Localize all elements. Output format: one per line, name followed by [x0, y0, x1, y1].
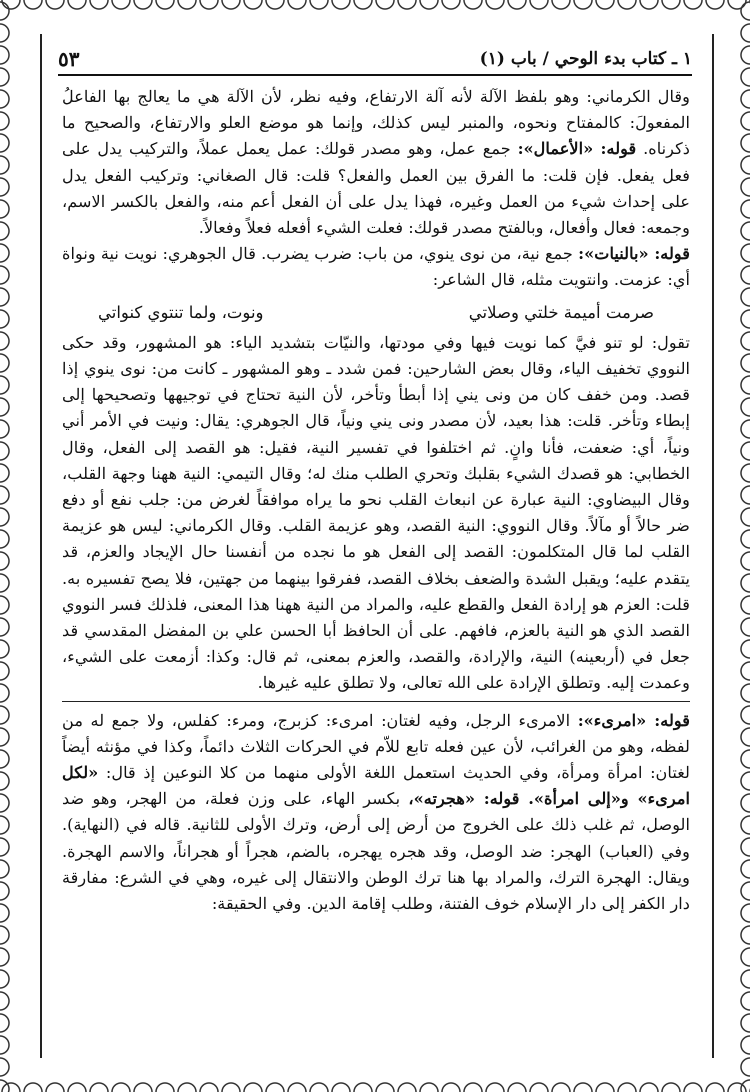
- decorative-border-bottom: [0, 1070, 750, 1092]
- term-label-aamal: قوله: «الأعمال»:: [517, 139, 637, 159]
- term-label-imri: قوله: «امرىء»:: [577, 710, 690, 730]
- paragraph-imri: [62, 708, 690, 918]
- section-divider: [62, 701, 690, 702]
- paragraph-text: جمع عمل، وهو مصدر قولك: عمل يعمل عملاً، والتركيب يدل على فعل يفعل. فإن قلت: ما الفرق بين العمل والفعل؟ قلت: قال الصغاني: وتركيب الفعل يدل على إحداث شيء من العمل وغيره، فهذا يدل على أن الفعل أعم منه، والفعل بالكسر الاسم، وجمعه: فعال وأفعال، وبالفتح مصدر قولك: فعلت الشيء أفعله فعلاً وفعالاً.: [62, 139, 690, 238]
- page-header: [58, 44, 692, 76]
- page-body: [62, 84, 690, 917]
- paragraph-text: بكسر الهاء، على وزن فعلة، من الهجر، وهو ضد الوصل، ثم غلب ذلك على الخروج من أرض إلى أرض، وترك الأولى للثانية. قاله في (النهاية). وفي (العباب) الهجر: ضد الوصل، وقد هجره يهجره، بالضم، هجراً أو هجراناً، والاسم الهجرة. ويقال: الهجرة الترك، والمراد بها هنا ترك الوطن والانتقال إلى غيره، وهي في الشرع: مفارقة دار الكفر إلى دار الإسلام خوف الفتنة، وطلب إقامة الدين. وفي الحقيقة:: [62, 789, 690, 914]
- paragraph-alkirmani: [62, 84, 690, 241]
- poetry-verse: [62, 294, 690, 330]
- decorative-border-left: [0, 0, 22, 1092]
- paragraph-niyyat: [62, 241, 690, 293]
- running-title: ١ ـ كتاب بدء الوحي / باب (١): [479, 49, 692, 69]
- decorative-border-right: [728, 0, 750, 1092]
- paragraph-text: الامرىء الرجل، وفيه لغتان: امرىء: كزبرج، ومرء: كفلس، ولا جمع له من لفظه، وهو من الغرائب، لأن عين فعله تابع للاّم في الحركات الثلاث دائماً، وكذا في مؤنثه أيضاً لغتان: امرأة ومرأة، وفي الحديث استعمل اللغة الأولى منهما من كلا النوعين إذ قال:: [62, 710, 690, 783]
- decorative-border-top: [0, 0, 750, 22]
- paragraph-text: جمع نية، من نوى ينوي، من باب: ضرب يضرب. قال الجوهري: نويت نية ونواة أي: عزمت. وانتويت مثله، قال الشاعر:: [62, 244, 690, 290]
- term-label-hijra: «لكل امرىء» و«إلى امرأة». قوله: «هجرته»،: [62, 763, 690, 809]
- paragraph-niyya-definition: [62, 330, 690, 697]
- term-label-niyyat: قوله: «بالنيات»:: [578, 244, 691, 264]
- verse-hemistich-second: ونوت، ولما تنتوي كنواتي: [98, 302, 264, 322]
- paragraph-text: وقال الكرماني: وهو بلفظ الآلة لأنه آلة الارتفاع، وفيه نظر، لأن الآلة هي ما يعالج بها الفاعلُ المفعولَ: كالمفتاح ونحوه، والمنبر ليس كذلك، وإنما هو موضع العلو والارتفاع، والصحيح ما ذكرناه.: [62, 87, 690, 159]
- verse-hemistich-first: صرمت أميمة خلتي وصلاتي: [468, 302, 654, 322]
- paragraph-text: تقول: لو تنو فيَّ كما نويت فيها وفي مودتها، والنيّات بتشديد الياء: هو المشهور، وقد حكى النووي تخفيف الياء، وقال بعض الشارحين: فمن شدد ـ وهو المشهور ـ كانت من: نوى ينوي إذا قصد. ومن خفف كان من ونى يني إذا أبطأ وتأخر، لأن النية تحتاج في توجيهها وتصحيحها إلى إبطاء وتأخر. قلت: هذا بعيد، لأن مصدر ونى يني ونياً، قال الجوهري: يقال: ونيت في الأمر أني ونياً، أي: ضعفت، فأنا وانٍ. ثم اختلفوا في تفسير النية، فقيل: هو القصد إلى الفعل، وقال الخطابي: هو قصدك الشيء بقلبك وتحري الطلب منك له؛ وقال التيمي: النية ههنا وجهة القلب، وقال البيضاوي: النية عبارة عن انبعاث القلب نحو ما يراه موافقاً لغرض من: جلب نفع أو دفع ضر حالاً أو مآلاً. وقال النووي: النية القصد، وهو عزيمة القلب. وقال الكرماني: ليس هو عزيمة القلب لما قال المتكلمون: القصد إلى الفعل هو ما نجده من أنفسنا حال الإيجاد والعزم، قد يتقدم عليه؛ ويقبل الشدة والضعف بخلاف القصد، ففرقوا بينهما من جهتين، فلا يصح تفسيره به. قلت: العزم هو إرادة الفعل والقطع عليه، والمراد من النية ههنا هذا المعنى، فلذلك فسر النووي القصد الذي هو النية بالعزم، فافهم. على أن الحافظ أبا الحسن علي بن المفضل المقدسي قد جعل في (أربعينه) النية، والإرادة، والقصد، والعزم بمعنى، ثم قال: وكذا: أزمعت على الشيء، وعمدت إليه. وتطلق الإرادة على الله تعالى، ولا تطلق عليه غيرها.: [62, 332, 690, 693]
- page-number: ٥٣: [58, 47, 80, 71]
